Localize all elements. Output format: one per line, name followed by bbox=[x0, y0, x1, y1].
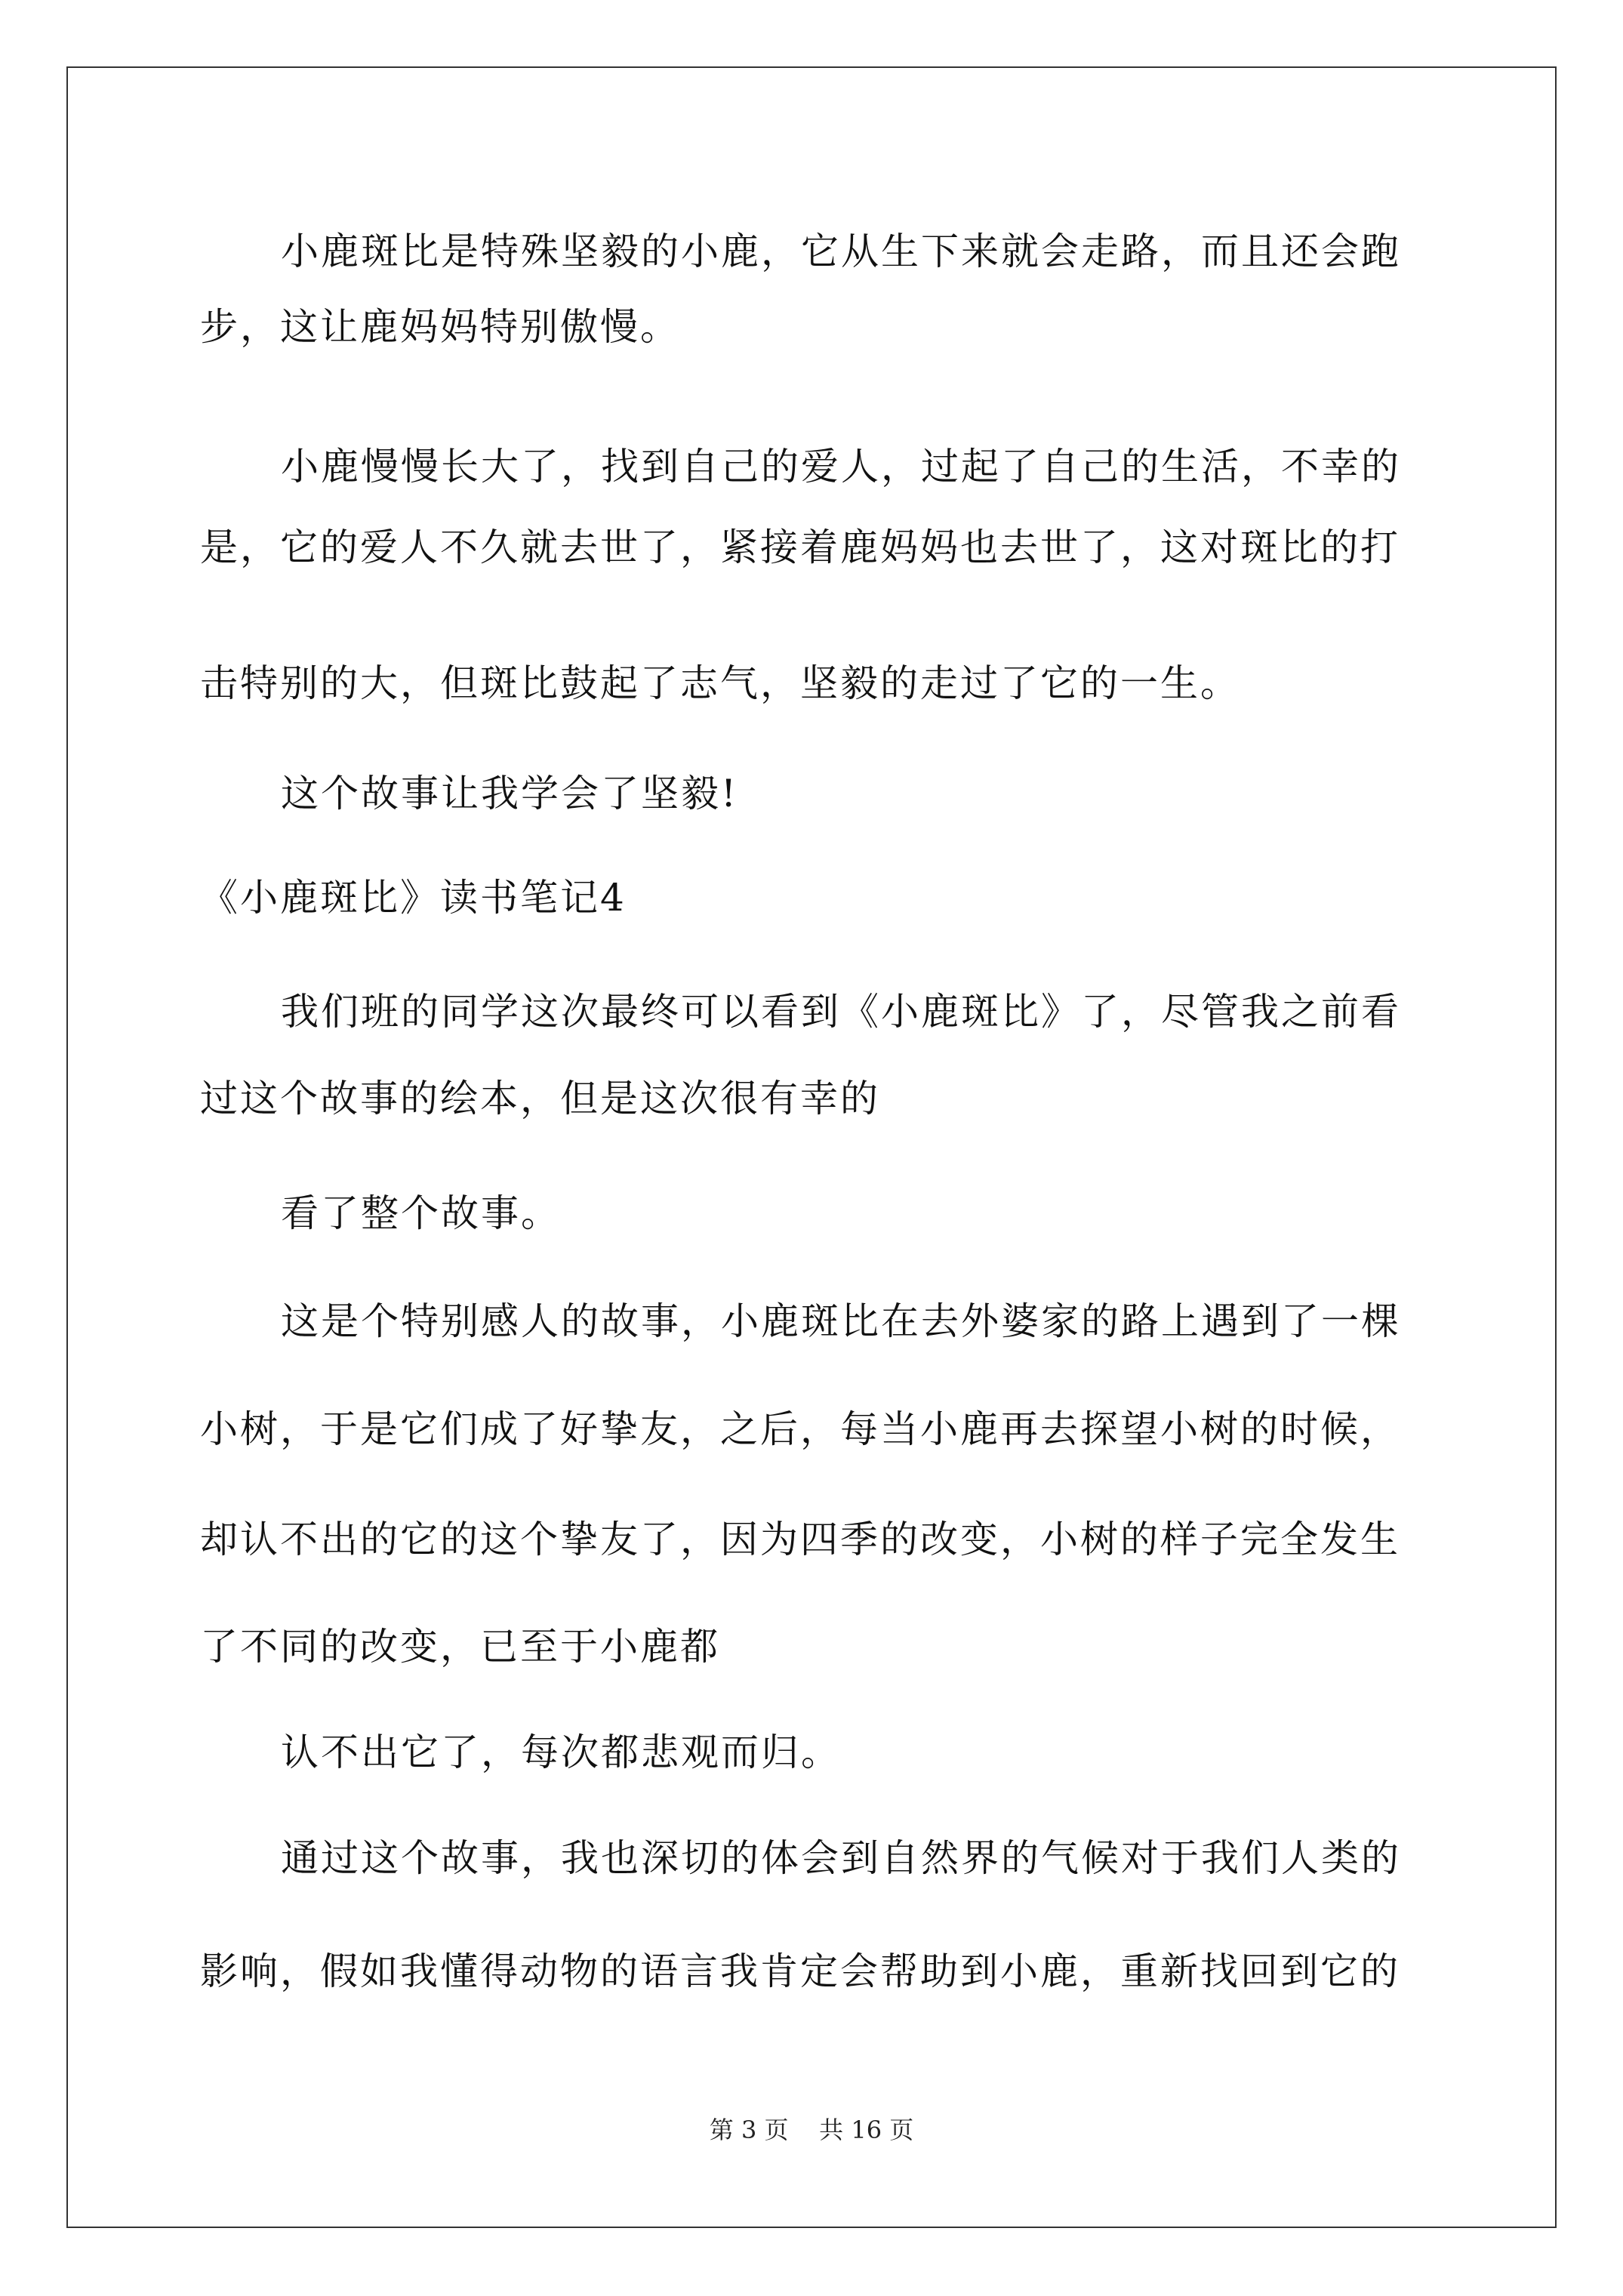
paragraph-4-line-3: 看了整个故事。 bbox=[281, 1191, 561, 1235]
paragraph-1-line-1: 小鹿斑比是特殊坚毅的小鹿，它从生下来就会走路，而且还会跑 bbox=[281, 230, 1401, 273]
paragraph-1-line-2: 步，这让鹿妈妈特别傲慢。 bbox=[200, 305, 680, 349]
section-heading: 《小鹿斑比》读书笔记4 bbox=[200, 876, 627, 920]
paragraph-2-line-1: 小鹿慢慢长大了，找到自己的爱人，过起了自己的生活，不幸的 bbox=[281, 445, 1401, 488]
paragraph-5-line-5: 认不出它了，每次都悲观而归。 bbox=[281, 1730, 841, 1774]
paragraph-6-line-1: 通过这个故事，我也深切的体会到自然界的气候对于我们人类的 bbox=[281, 1836, 1401, 1880]
paragraph-5-line-3: 却认不出的它的这个挚友了，因为四季的改变，小树的样子完全发生 bbox=[200, 1518, 1400, 1561]
paragraph-5-line-1: 这是个特别感人的故事，小鹿斑比在去外婆家的路上遇到了一棵 bbox=[281, 1299, 1401, 1343]
paragraph-5-line-4: 了不同的改变，已至于小鹿都 bbox=[200, 1625, 720, 1669]
page-indicator: 第 3 页 共 16 页 bbox=[709, 2116, 914, 2144]
paragraph-2-line-3: 击特别的大，但斑比鼓起了志气，坚毅的走过了它的一生。 bbox=[200, 661, 1240, 705]
paragraph-4-line-2: 过这个故事的绘本，但是这次很有幸的 bbox=[200, 1077, 880, 1120]
paragraph-5-line-2: 小树，于是它们成了好挚友，之后，每当小鹿再去探望小树的时候， bbox=[200, 1407, 1400, 1451]
paragraph-2-line-2: 是，它的爱人不久就去世了，紧接着鹿妈妈也去世了，这对斑比的打 bbox=[200, 525, 1400, 569]
page-border bbox=[66, 66, 1557, 2228]
paragraph-6-line-2: 影响，假如我懂得动物的语言我肯定会帮助到小鹿，重新找回到它的 bbox=[200, 1949, 1400, 1993]
paragraph-3-line-1: 这个故事让我学会了坚毅! bbox=[281, 772, 739, 815]
paragraph-4-line-1: 我们班的同学这次最终可以看到《小鹿斑比》了，尽管我之前看 bbox=[281, 990, 1401, 1034]
